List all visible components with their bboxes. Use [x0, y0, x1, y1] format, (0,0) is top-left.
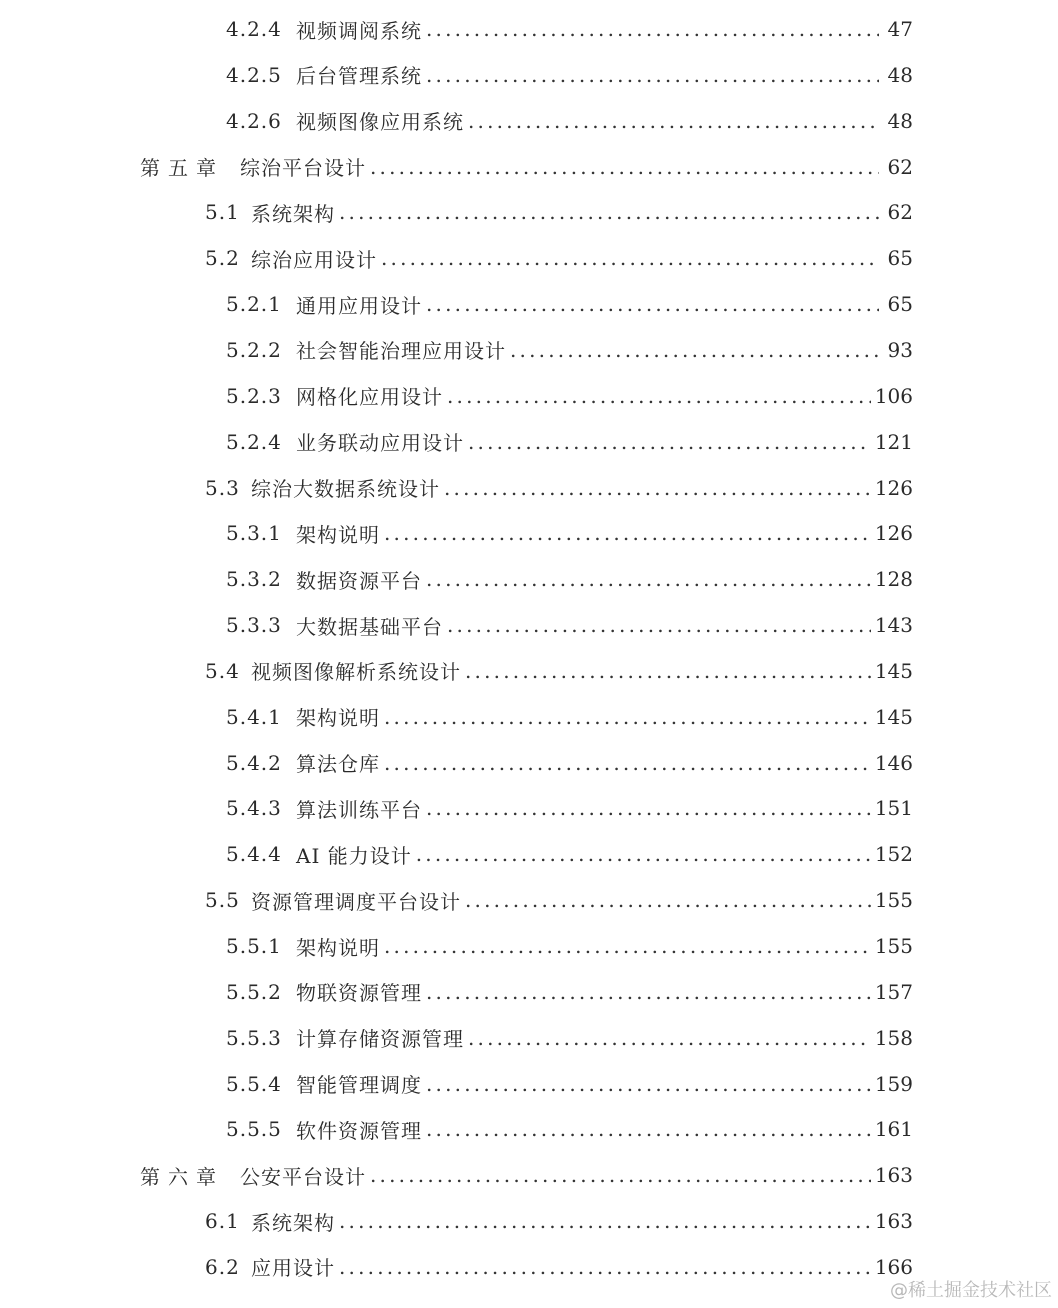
toc-entry[interactable]	[205, 655, 913, 687]
toc-leader-dots	[447, 384, 871, 408]
toc-entry-page: 121	[874, 429, 913, 454]
toc-entry-number: 5.4	[205, 658, 240, 683]
toc-entry-number: 5.5.3	[226, 1025, 282, 1050]
toc-entry-page: 143	[874, 613, 913, 638]
toc-entry-page: 166	[874, 1254, 913, 1279]
toc-entry[interactable]	[205, 884, 913, 916]
toc-entry[interactable]	[205, 242, 913, 274]
toc-entry-number: 6.2	[205, 1254, 240, 1279]
toc-entry[interactable]	[226, 1068, 913, 1100]
toc-entry-title: 视频图像应用系统	[296, 110, 464, 135]
toc-entry-page: 163	[874, 1209, 913, 1234]
toc-entry-page: 159	[874, 1071, 913, 1096]
toc-leader-dots	[468, 109, 879, 133]
toc-entry-title: 综治平台设计	[240, 156, 366, 181]
toc-entry[interactable]	[205, 196, 913, 228]
toc-leader-dots	[426, 63, 879, 87]
toc-entry[interactable]	[226, 609, 913, 641]
toc-entry-title: 视频调阅系统	[296, 18, 422, 43]
toc-leader-dots	[468, 430, 871, 454]
toc-entry-number: 5.5.5	[226, 1117, 282, 1142]
toc-entry[interactable]	[226, 426, 913, 458]
toc-entry-page: 158	[874, 1025, 913, 1050]
toc-entry[interactable]	[205, 1205, 913, 1237]
toc-entry[interactable]	[226, 563, 913, 595]
toc-entry-title: 数据资源平台	[296, 568, 422, 593]
toc-entry[interactable]	[226, 701, 913, 733]
toc-entry-page: 48	[887, 62, 913, 87]
toc-entry-number: 4.2.4	[226, 17, 282, 41]
toc-entry[interactable]	[226, 380, 913, 412]
toc-entry-number: 5.4.1	[226, 704, 282, 729]
toc-entry-title: 大数据基础平台	[296, 614, 443, 639]
toc-entry[interactable]	[226, 976, 913, 1008]
toc-entry-number: 4.2.5	[226, 62, 282, 87]
toc-entry[interactable]	[226, 105, 913, 137]
toc-entry-title: 架构说明	[296, 522, 380, 547]
toc-entry-title: AI 能力设计	[296, 843, 412, 868]
toc-entry-number: 第六章	[140, 1164, 224, 1189]
toc-entry-title: 算法仓库	[296, 752, 380, 777]
toc-entry-title: 算法训练平台	[296, 797, 422, 822]
toc-entry-number: 5.5.2	[226, 979, 282, 1004]
toc-entry-page: 146	[874, 750, 913, 775]
toc-entry[interactable]	[205, 1251, 913, 1283]
toc-entry-number: 5.4.3	[226, 796, 282, 821]
toc-entry-title: 架构说明	[296, 935, 380, 960]
toc-entry-number: 5.2.2	[226, 337, 282, 362]
toc-entry[interactable]	[226, 930, 913, 962]
toc-entry-page: 152	[874, 842, 913, 867]
toc-entry-title: 系统架构	[251, 201, 335, 226]
toc-entry-number: 5.2.1	[226, 292, 282, 317]
toc-entry-title: 计算存储资源管理	[296, 1027, 464, 1052]
toc-leader-dots	[426, 1072, 871, 1096]
toc-leader-dots	[381, 246, 879, 270]
toc-entry-title: 应用设计	[251, 1256, 335, 1281]
toc-entry-title: 视频图像解析系统设计	[251, 660, 461, 685]
toc-entry-number: 5.3.3	[226, 613, 282, 638]
toc-entry[interactable]	[226, 288, 913, 320]
toc-leader-dots	[339, 1209, 871, 1233]
toc-leader-dots	[465, 659, 871, 683]
toc-entry[interactable]	[226, 13, 913, 45]
toc-leader-dots	[384, 521, 871, 545]
toc-entry-page: 106	[874, 383, 913, 408]
toc-entry-number: 5.4.4	[226, 842, 282, 867]
toc-entry-title: 综治大数据系统设计	[251, 477, 440, 501]
toc-leader-dots	[384, 705, 871, 729]
watermark: @稀土掘金技术社区	[890, 1280, 1052, 1301]
toc-entry-title: 资源管理调度平台设计	[251, 889, 461, 914]
toc-entry[interactable]	[226, 838, 913, 870]
toc-leader-dots	[426, 1117, 871, 1141]
toc-entry-number: 5.2.3	[226, 383, 282, 408]
toc-entry-title: 架构说明	[296, 706, 380, 731]
toc-leader-dots	[444, 476, 871, 500]
toc-entry[interactable]	[226, 1022, 913, 1054]
toc-entry-page: 157	[874, 979, 913, 1004]
toc-entry[interactable]	[226, 747, 913, 779]
toc-entry-number: 5.5.1	[226, 934, 282, 958]
toc-entry-title: 后台管理系统	[296, 64, 422, 89]
toc-entry-number: 6.1	[205, 1209, 240, 1234]
toc-leader-dots	[339, 200, 879, 224]
toc-entry-page: 155	[874, 934, 913, 958]
toc-entry-number: 5.1	[205, 200, 240, 225]
toc-entry-title: 网格化应用设计	[296, 385, 443, 410]
toc-leader-dots	[468, 1026, 871, 1050]
toc-entry-page: 151	[874, 796, 913, 821]
toc-leader-dots	[426, 17, 879, 41]
toc-entry[interactable]	[140, 1159, 913, 1191]
toc-entry-title: 智能管理调度	[296, 1073, 422, 1098]
toc-entry-page: 126	[874, 475, 913, 500]
toc-leader-dots	[339, 1255, 871, 1279]
toc-entry-page: 62	[887, 200, 913, 225]
toc-entry-page: 62	[887, 154, 913, 179]
toc-leader-dots	[510, 338, 879, 362]
toc-entry-title: 业务联动应用设计	[296, 431, 464, 456]
toc-entry-page: 161	[874, 1117, 913, 1142]
toc-entry-page: 145	[874, 658, 913, 683]
toc-entry-title: 软件资源管理	[296, 1118, 422, 1143]
toc-entry-page: 126	[874, 521, 913, 546]
toc-entry-number: 5.4.2	[226, 750, 282, 775]
toc-leader-dots	[447, 613, 871, 637]
toc-entry-title: 通用应用设计	[296, 293, 422, 318]
toc-entry-number: 第五章	[140, 156, 224, 181]
toc-entry-number: 5.2.4	[226, 429, 282, 454]
toc-entry-number: 5.5.4	[226, 1071, 282, 1096]
toc-entry-page: 163	[874, 1163, 913, 1188]
toc-leader-dots	[370, 155, 879, 179]
toc-leader-dots	[384, 934, 871, 958]
toc-entry[interactable]	[226, 59, 913, 91]
toc-entry-number: 5.3.2	[226, 567, 282, 592]
toc-entry-number: 5.3	[205, 475, 240, 500]
toc-leader-dots	[426, 292, 879, 316]
toc-entry-page: 145	[874, 704, 913, 729]
toc-entry-title: 综治应用设计	[251, 247, 377, 272]
toc-entry-page: 155	[874, 888, 913, 913]
toc-entry[interactable]	[226, 517, 913, 549]
toc-entry-number: 5.5	[205, 888, 240, 913]
toc-entry[interactable]	[205, 472, 913, 504]
toc-entry-number: 5.2	[205, 246, 240, 271]
toc-leader-dots	[465, 888, 871, 912]
toc-entry[interactable]	[226, 1113, 913, 1145]
toc-entry[interactable]	[226, 334, 913, 366]
toc-entry-number: 4.2.6	[226, 108, 282, 133]
toc-leader-dots	[426, 980, 871, 1004]
toc-leader-dots	[370, 1163, 871, 1187]
toc-entry-title: 物联资源管理	[296, 981, 422, 1006]
toc-entry-page: 47	[887, 17, 913, 41]
toc-entry-page: 65	[887, 246, 913, 271]
toc-leader-dots	[416, 842, 871, 866]
toc-entry-page: 128	[874, 567, 913, 592]
toc-entry-page: 93	[887, 337, 913, 362]
toc-entry[interactable]	[226, 792, 913, 824]
toc-leader-dots	[426, 796, 871, 820]
toc-entry-title: 公安平台设计	[240, 1164, 366, 1189]
toc-entry-page: 65	[887, 292, 913, 317]
toc-entry-number: 5.3.1	[226, 521, 282, 546]
toc-entry-title: 系统架构	[251, 1210, 335, 1235]
toc-leader-dots	[384, 751, 871, 775]
toc-leader-dots	[426, 567, 871, 591]
toc-entry-title: 社会智能治理应用设计	[296, 339, 506, 364]
toc-entry-page: 48	[887, 108, 913, 133]
toc-entry[interactable]	[140, 151, 913, 183]
